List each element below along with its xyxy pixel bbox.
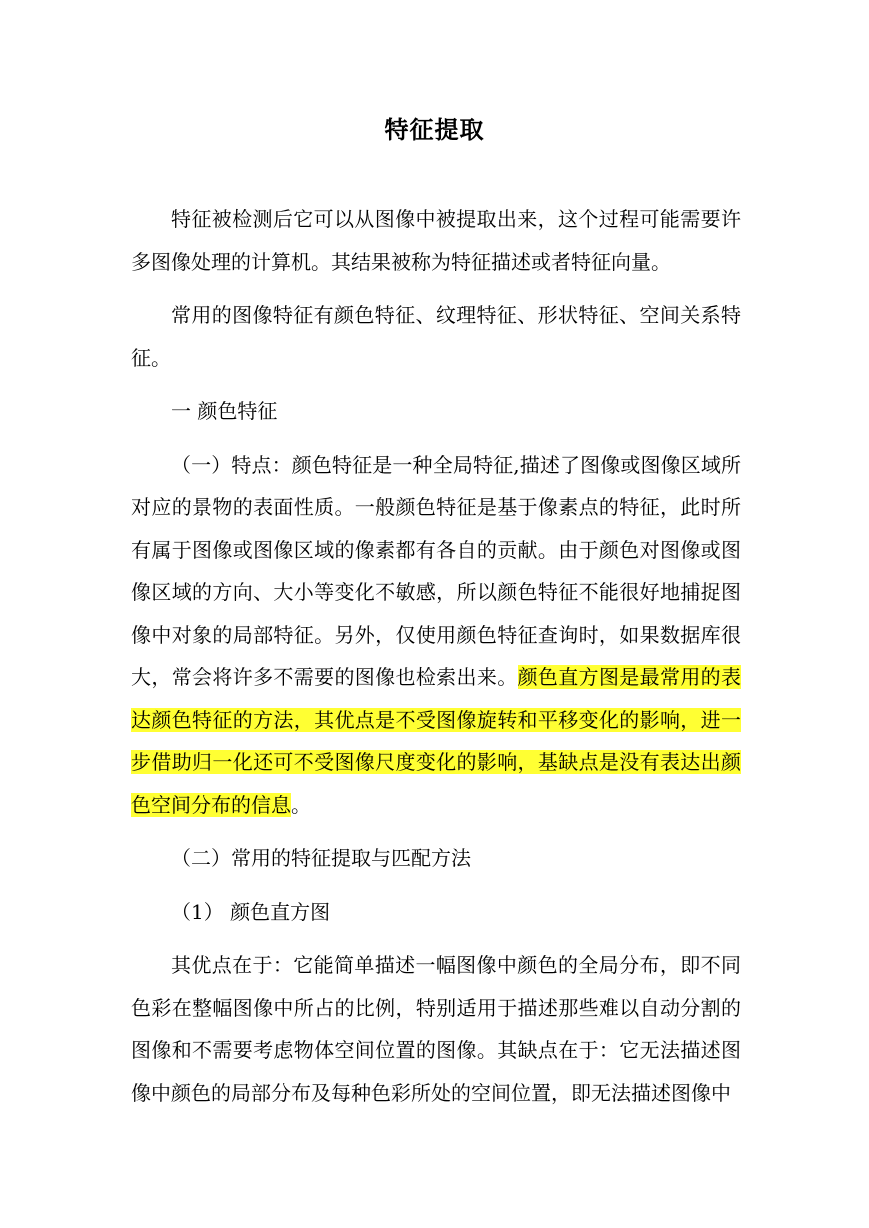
paragraph-end-punctuation: 。 bbox=[291, 792, 311, 817]
paragraph-color-characteristics bbox=[131, 444, 741, 827]
paragraph-feature-detection: 特征被检测后它可以从图像中被提取出来，这个过程可能需要许多图像处理的计算机。其结果被称为特征描述或者特征向量。 bbox=[131, 207, 741, 274]
paragraph-histogram-pros-cons: 其优点在于：它能简单描述一幅图像中颜色的全局分布，即不同色彩在整幅图像中所占的比例，特别适用于描述那些难以自动分割的图像和不需要考虑物体空间位置的图像。其缺点在于：它无法描述图像中颜色的局部分布及每种色彩所处的空间位置，即无法描述图像中 bbox=[131, 953, 741, 1105]
paragraph-common-features: 常用的图像特征有颜色特征、纹理特征、形状特征、空间关系特征。 bbox=[131, 303, 741, 370]
page-title: 特征提取 bbox=[384, 115, 485, 144]
document-body bbox=[131, 198, 741, 1125]
paragraph-color-text: （一）特点：颜色特征是一种全局特征,描述了图像或图像区域所对应的景物的表面性质。一般颜色特征是基于像素点的特征，此时所有属于图像或图像区域的像素都有各自的贡献。由于颜色对图像或图像区域的方向、大小等变化不敏感，所以颜色特征不能很好地捕捉图像中对象的局部特征。另外，仅使用颜色特征查询时，如果数据库很大，常会将许多不需要的图像也检索出来。 bbox=[131, 452, 741, 689]
heading-color-histogram: （1） 颜色直方图 bbox=[171, 899, 331, 924]
heading-extraction-methods: （二）常用的特征提取与匹配方法 bbox=[171, 846, 471, 870]
highlighted-text: 颜色直方图是最常用的表达颜色特征的方法，其优点是不受图像旋转和平移变化的影响，进一步借助归一化还可不受图像尺度变化的影响，基缺点是没有表达出颜色空间分布的信息 bbox=[131, 665, 742, 817]
heading-color-features: 一 颜色特征 bbox=[171, 399, 278, 423]
